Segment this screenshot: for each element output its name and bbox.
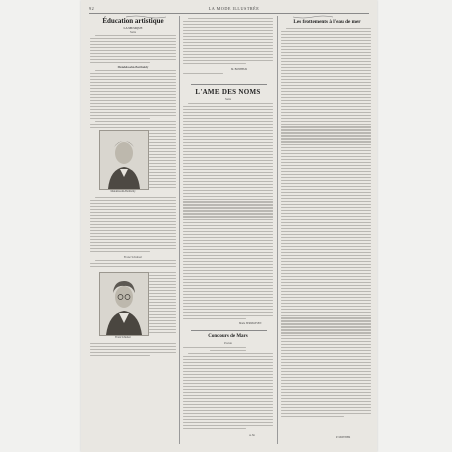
right-text-block — [281, 28, 371, 419]
middle-text-block-1 — [183, 18, 273, 66]
header-ornament-right — [293, 6, 333, 10]
portrait-mendelssohn — [99, 130, 149, 190]
magazine-page — [81, 0, 377, 452]
left-text-block-4 — [90, 260, 176, 269]
middle-signature-top: M. BONHEUR — [231, 68, 248, 71]
left-text-block-1 — [90, 35, 176, 65]
middle-separator-bottom — [191, 330, 267, 331]
column-rule-2 — [277, 16, 278, 444]
left-article-subtitle: LA MUSIQUE — [123, 26, 143, 30]
middle-section-title: Concours de Mars — [208, 334, 248, 339]
left-text-block-3 — [90, 197, 176, 254]
header-rule — [89, 13, 369, 14]
column-rule-1 — [179, 16, 180, 444]
header-ornament-left — [126, 6, 166, 10]
portrait-schubert — [99, 272, 149, 336]
left-text-block-5 — [90, 343, 176, 358]
middle-separator-top — [191, 84, 267, 85]
left-article-byline: Suite — [129, 30, 137, 34]
middle-section-subtitle: Poésie — [224, 341, 232, 345]
left-text-block-2 — [90, 70, 176, 130]
left-section2-heading: Franz Schubert — [123, 255, 143, 259]
middle-text-block-2 — [183, 103, 273, 321]
left-text-wrap — [149, 130, 176, 190]
right-signature: P. MONTIER — [336, 436, 351, 439]
journal-title: LA MODE ILLUSTRÉE — [208, 6, 260, 11]
left-section-heading: Mendelssohn-Bartholdy — [117, 65, 149, 69]
right-article-title: Les frottements à l'eau de mer — [293, 19, 361, 25]
portrait-mendelssohn-caption: Mendelssohn-Bartholdy — [110, 190, 136, 193]
middle-signature-bottom: A. M. — [249, 434, 256, 437]
middle-dateline — [183, 73, 223, 76]
portrait-schubert-caption: Franz Schubert — [115, 336, 131, 339]
middle-article-title: L'AME DES NOMS — [195, 88, 261, 96]
left-text-wrap-2 — [149, 272, 176, 335]
middle-text-block-3 — [183, 347, 273, 431]
left-article-title: Éducation artistique — [102, 17, 164, 25]
middle-article-byline: Suite — [224, 97, 232, 101]
page-number: 92 — [89, 6, 95, 11]
middle-signature-mid: Marie SERMAYSEN — [239, 322, 262, 325]
